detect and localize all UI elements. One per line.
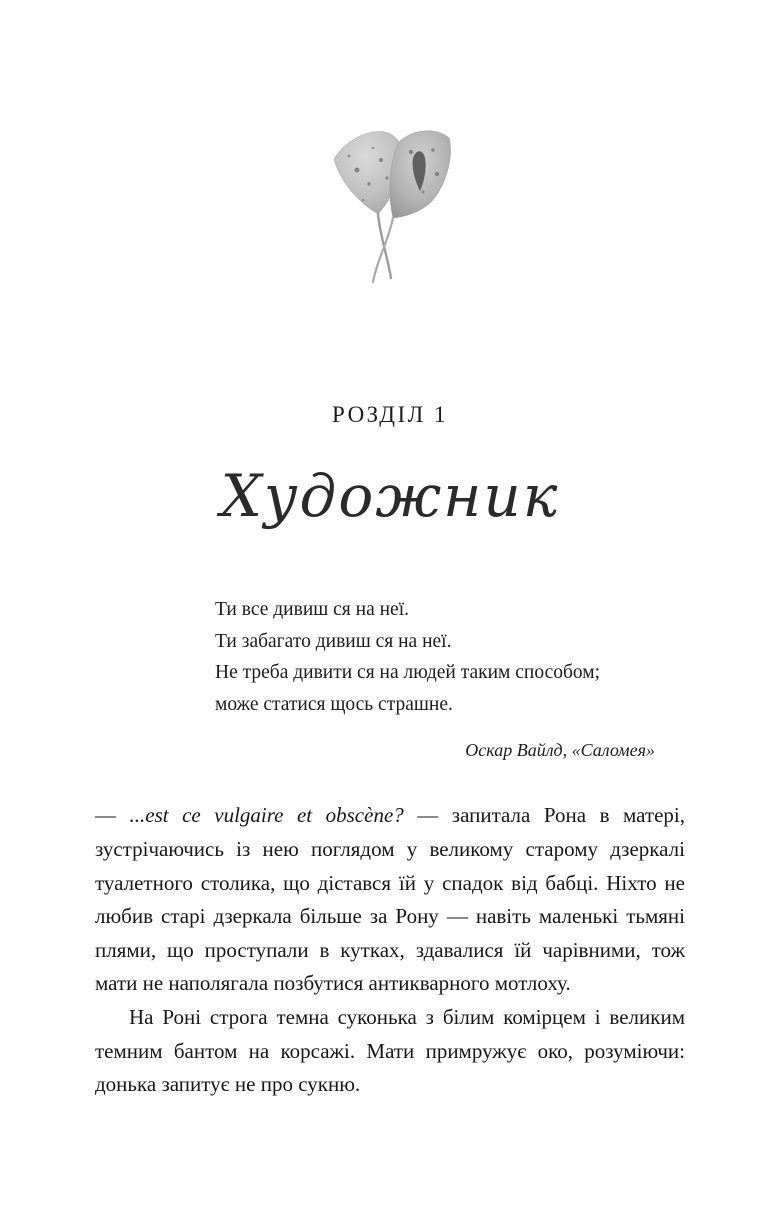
epigraph-line: Не треба дивити ся на людей таким способом; [215, 662, 601, 684]
epigraph-line: Ти забагато дивиш ся на неї. [215, 630, 452, 652]
epigraph-line: Ти все дивиш ся на неї. [215, 599, 409, 620]
epigraph-line: може статися щось страшне. [215, 693, 453, 715]
chapter-number: РОЗДІЛ 1 [332, 402, 448, 427]
chapter-title: Художник [220, 462, 560, 530]
paragraph-text: — запитала Рона в матері, зустрічаючись із нею поглядом у великому старому дзеркалі туалетного столика, що дістався їй у спадок від бабці. Ніхто не любив старі дзеркала більше за Рону — навіть маленькі тьмяні плями, що проступали в кутках, здавалися їй чарівними, тож мати не наполягала позбутися антикварного мотлоху. [95, 803, 685, 996]
ginkgo-leaves-illustration [285, 112, 495, 284]
french-phrase: ...est ce vulgaire et obscène? [129, 803, 404, 828]
epigraph [215, 594, 685, 765]
paragraph: На Роні строга темна суконька з білим комірцем і великим темним бантом на корсажі. Мати примружує око, розуміючи: донька запитує не про сукню. [95, 1005, 685, 1097]
ginkgo-leaves-icon [285, 112, 495, 284]
body-text [95, 799, 685, 1101]
epigraph-attribution: Оскар Вайлд, «Саломея» [465, 740, 655, 761]
paragraph [95, 799, 685, 1001]
dialogue-dash: — [95, 803, 130, 828]
